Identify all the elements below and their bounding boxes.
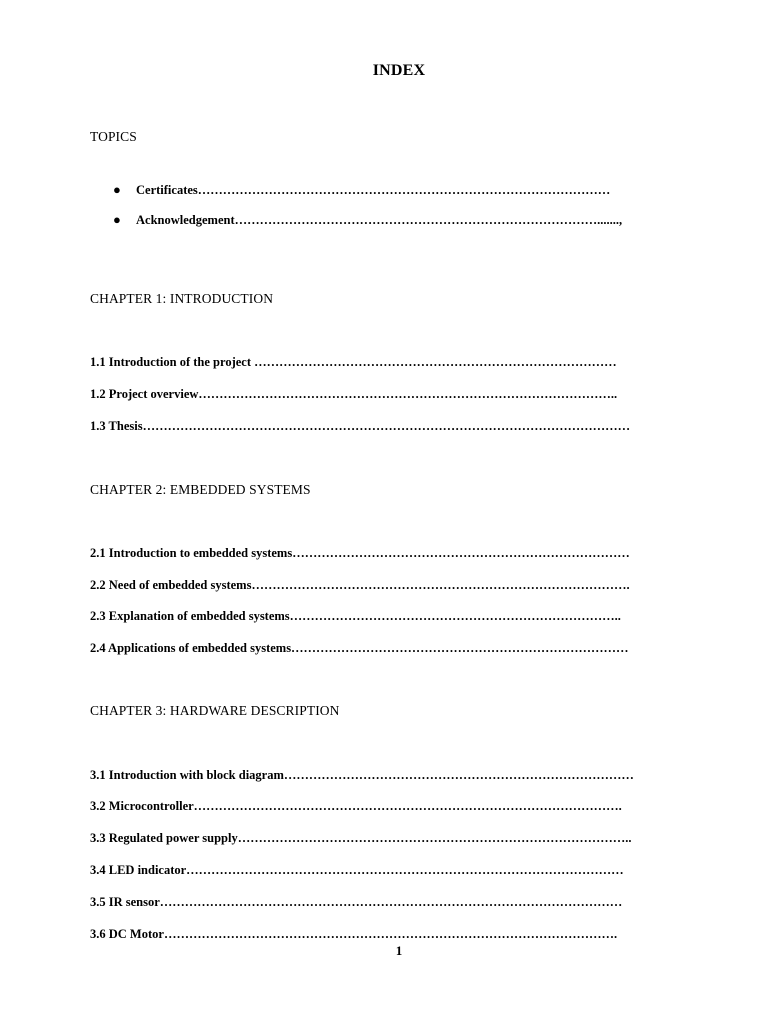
list-item-certificates: Certificates……………………………………………………………………………………… [136,183,611,197]
toc-entry: 1.3 Thesis……………………………………………………………………………………………………… [90,419,631,433]
toc-entry: 1.2 Project overview……………………………………………………………………………………….. [90,387,618,401]
chapter-1-heading: CHAPTER 1: INTRODUCTION [90,291,274,306]
toc-entry: 2.1 Introduction to embedded systems……………………………………………………………………… [90,546,630,560]
toc-entry: 3.5 IR sensor………………………………………………………………………………………………… [90,895,623,909]
topics-heading: TOPICS [90,129,137,144]
page-title: INDEX [372,62,426,79]
toc-entry: 3.3 Regulated power supply………………………………………………………………………………….. [90,831,632,845]
bullet-icon: ● [113,182,121,197]
toc-entry: 2.4 Applications of embedded systems……………………………………………………………………… [90,641,629,655]
list-item-acknowledgement: Acknowledgement……………………………………………………………………………......., [136,213,623,227]
toc-entry: 2.2 Need of embedded systems………………………………………………………………………………. [90,578,630,592]
chapter-3-heading: CHAPTER 3: HARDWARE DESCRIPTION [90,703,340,718]
toc-entry: 3.1 Introduction with block diagram………………………………………………………………………… [90,768,634,782]
toc-entry: 3.2 Microcontroller…………………………………………………………………………………………. [90,799,622,813]
toc-entry: 3.4 LED indicator…………………………………………………………………………………………… [90,863,624,877]
toc-entry: 3.6 DC Motor………………………………………………………………………………………………. [90,927,618,941]
toc-entry: 1.1 Introduction of the project …………………………………………………………………………… [90,355,617,369]
bullet-icon: ● [113,212,121,227]
page-number: 1 [395,943,403,958]
chapter-2-heading: CHAPTER 2: EMBEDDED SYSTEMS [90,482,311,497]
toc-entry: 2.3 Explanation of embedded systems…………………………………………………………………….. [90,609,621,623]
